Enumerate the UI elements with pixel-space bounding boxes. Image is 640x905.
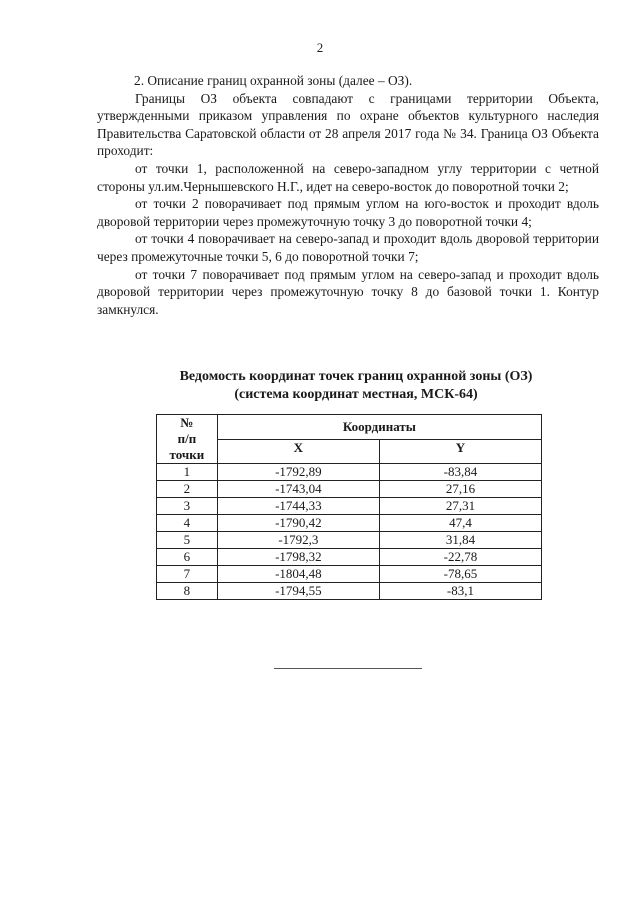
header-num-line-3: точки [169,447,205,462]
page-number: 2 [316,40,324,55]
cell-point-number: 1 [157,464,218,481]
cell-x: -1792,3 [217,532,379,549]
table-row [157,481,542,498]
cell-y: -83,1 [379,583,541,600]
paragraph-boundaries: Границы ОЗ объекта совпадают с границами территории Объекта, утвержденными приказом управления по охране объектов культурного наследия Правительства Саратовской области от 28 апреля 2017 года № 34. Граница ОЗ Объекта проходит: [97,90,599,159]
coordinates-rows [157,464,542,600]
cell-x: -1798,32 [217,549,379,566]
cell-point-number: 8 [157,583,218,600]
cell-y: -83,84 [379,464,541,481]
header-coordinates: Координаты [217,415,541,440]
cell-x: -1744,33 [217,498,379,515]
table-row [157,549,542,566]
cell-point-number: 5 [157,532,218,549]
paragraph-point-4: от точки 4 поворачивает на северо-запад и проходит вдоль дворовой территории через промежуточные точки 5, 6 до поворотной точки 7; [97,231,599,264]
cell-y: 27,16 [379,481,541,498]
cell-y: -78,65 [379,566,541,583]
header-num-line-2: п/п [177,431,197,446]
table-row [157,464,542,481]
cell-point-number: 3 [157,498,218,515]
cell-y: 31,84 [379,532,541,549]
section-heading: 2. Описание границ охранной зоны (далее – ОЗ). [134,73,413,88]
cell-y: 27,31 [379,498,541,515]
table-row [157,583,542,600]
cell-point-number: 4 [157,515,218,532]
cell-x: -1743,04 [217,481,379,498]
table-row [157,566,542,583]
header-num-line-1: № [180,415,194,430]
bottom-divider [274,668,422,669]
cell-point-number: 6 [157,549,218,566]
cell-point-number: 2 [157,481,218,498]
paragraph-point-1: от точки 1, расположенной на северо-западном углу территории с четной стороны ул.им.Чернышевского Н.Г., идет на северо-восток до поворотной точки 2; [97,160,599,194]
table-row [157,532,542,549]
table-title-line-2: (система координат местная, МСК-64) [234,387,478,402]
table-row [157,515,542,532]
header-x: X [217,439,379,464]
coordinates-table [156,414,542,600]
table-title-line-1: Ведомость координат точек границ охранной зоны (ОЗ) [179,369,533,384]
table-title [97,368,615,404]
header-point-number [157,415,218,464]
header-y: Y [379,439,541,464]
cell-x: -1790,42 [217,515,379,532]
table-row [157,498,542,515]
cell-y: 47,4 [379,515,541,532]
body-text [97,72,599,318]
cell-x: -1794,55 [217,583,379,600]
paragraph-point-7: от точки 7 поворачивает под прямым углом на северо-запад и проходит вдоль дворовой территории через промежуточную точку 8 до базовой точки 1. Контур замкнулся. [97,266,599,317]
paragraph-point-2: от точки 2 поворачивает под прямым углом на юго-восток и проходит вдоль дворовой территории через промежуточную точку 3 до поворотной точки 4; [97,196,599,229]
cell-point-number: 7 [157,566,218,583]
cell-x: -1804,48 [217,566,379,583]
cell-x: -1792,89 [217,464,379,481]
cell-y: -22,78 [379,549,541,566]
